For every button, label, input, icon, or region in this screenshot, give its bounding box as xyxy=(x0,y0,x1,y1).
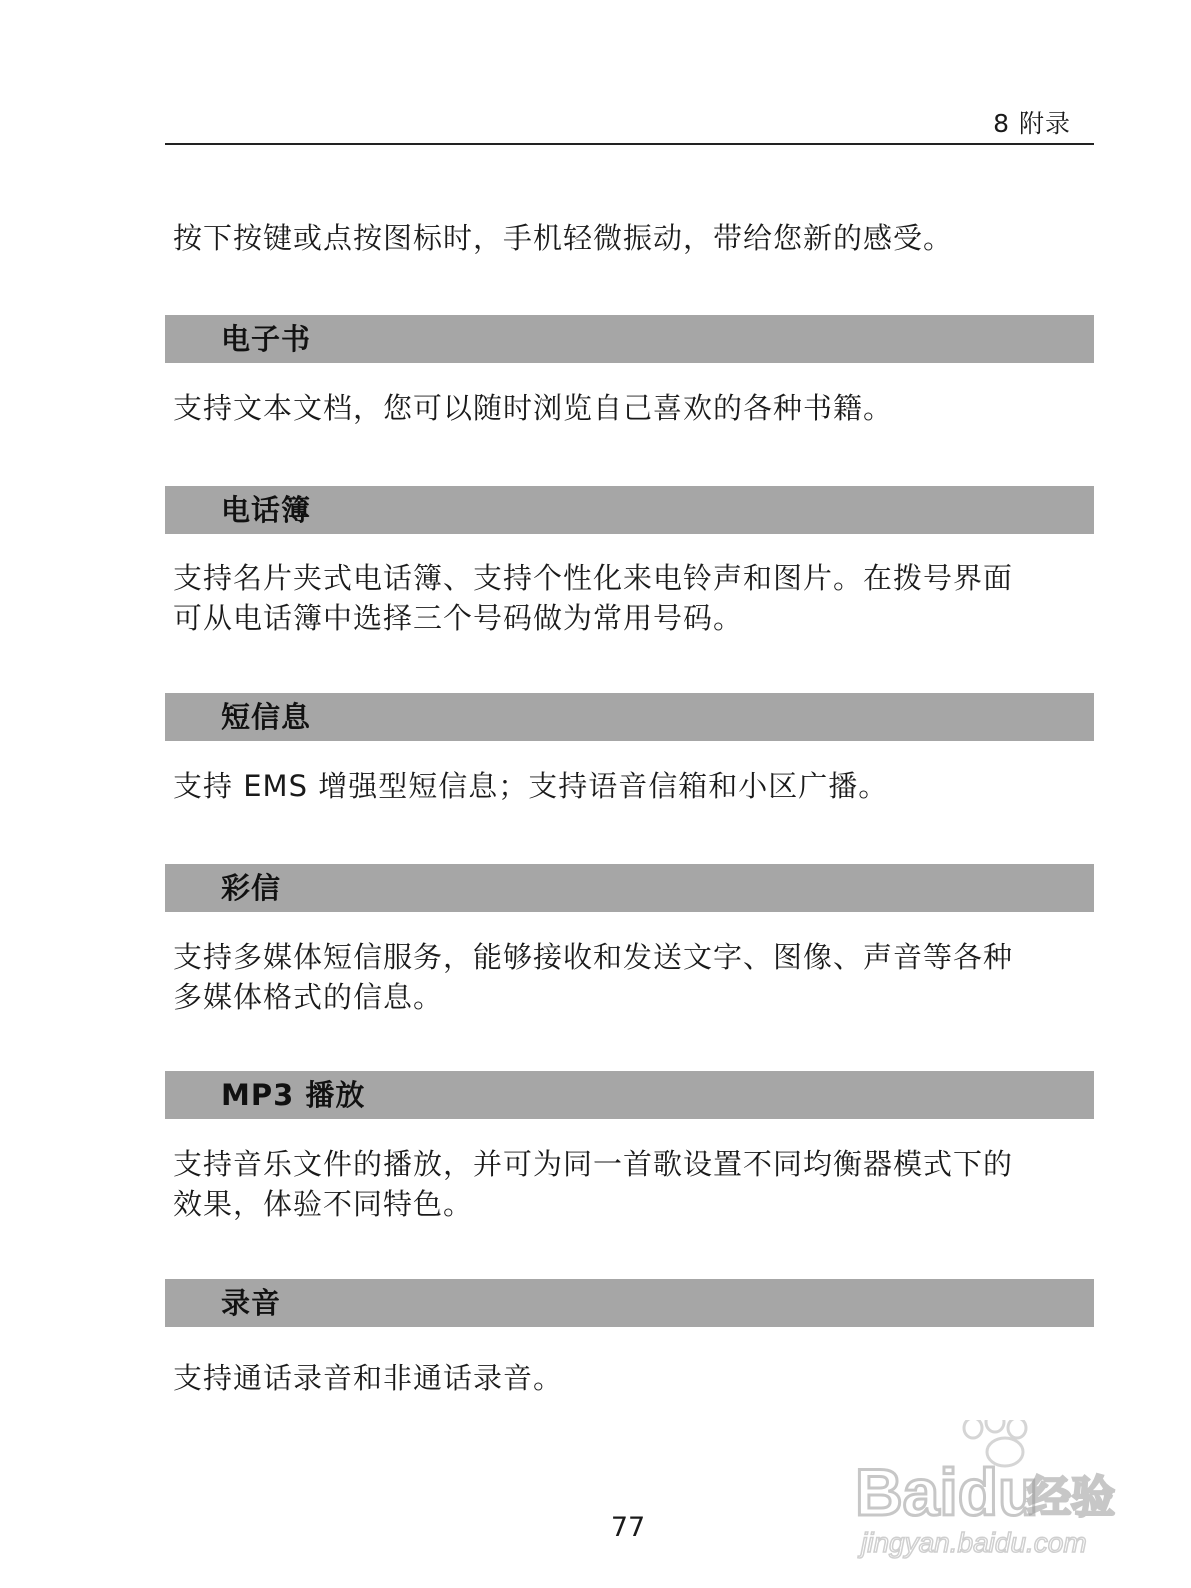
section-text-line: 支持通话录音和非通话录音。 xyxy=(173,1361,564,1395)
section-text-line: 支持名片夹式电话簿、支持个性化来电铃声和图片。在拨号界面 xyxy=(173,561,1014,595)
section-title-recording: 录音 xyxy=(221,1286,282,1320)
section-title-mp3: MP3 播放 xyxy=(221,1078,366,1112)
section-bar-phonebook xyxy=(165,486,1094,534)
watermark-url: jingyan.baidu.com xyxy=(861,1527,1087,1558)
section-text-line: 支持音乐文件的播放，并可为同一首歌设置不同均衡器模式下的 xyxy=(173,1147,1014,1181)
section-title-phonebook: 电话簿 xyxy=(221,493,312,527)
section-text-line: 可从电话簿中选择三个号码做为常用号码。 xyxy=(173,601,744,635)
section-text-line: 支持多媒体短信服务，能够接收和发送文字、图像、声音等各种 xyxy=(173,940,1014,974)
section-title-mms: 彩信 xyxy=(221,871,282,905)
baidu-watermark-logo xyxy=(855,1420,1155,1570)
header-divider xyxy=(165,143,1094,145)
section-text-phonebook xyxy=(173,558,1093,638)
section-title-sms: 短信息 xyxy=(221,700,312,734)
chapter-header: 8 附录 xyxy=(993,109,1071,138)
page-number: 77 xyxy=(610,1512,646,1543)
intro-paragraph: 按下按键或点按图标时，手机轻微振动，带给您新的感受。 xyxy=(173,221,954,255)
section-text-line: 支持文本文档，您可以随时浏览自己喜欢的各种书籍。 xyxy=(173,391,894,425)
section-bar-mp3 xyxy=(165,1071,1094,1119)
section-text-line: 效果，体验不同特色。 xyxy=(173,1187,474,1221)
section-title-ebook: 电子书 xyxy=(221,322,312,356)
watermark-brand: Baidu xyxy=(855,1455,1039,1529)
section-bar-sms xyxy=(165,693,1094,741)
section-bar-recording xyxy=(165,1279,1094,1327)
section-text-recording xyxy=(173,1358,1093,1398)
section-text-line: 支持 EMS 增强型短信息；支持语音信箱和小区广播。 xyxy=(173,769,889,803)
section-bar-mms xyxy=(165,864,1094,912)
section-text-mp3 xyxy=(173,1144,1093,1224)
section-bar-ebook xyxy=(165,315,1094,363)
watermark-suffix: 经验 xyxy=(1027,1472,1115,1523)
section-text-sms xyxy=(173,766,1093,806)
section-text-ebook xyxy=(173,388,1093,428)
section-text-mms xyxy=(173,937,1093,1017)
section-text-line: 多媒体格式的信息。 xyxy=(173,980,444,1014)
